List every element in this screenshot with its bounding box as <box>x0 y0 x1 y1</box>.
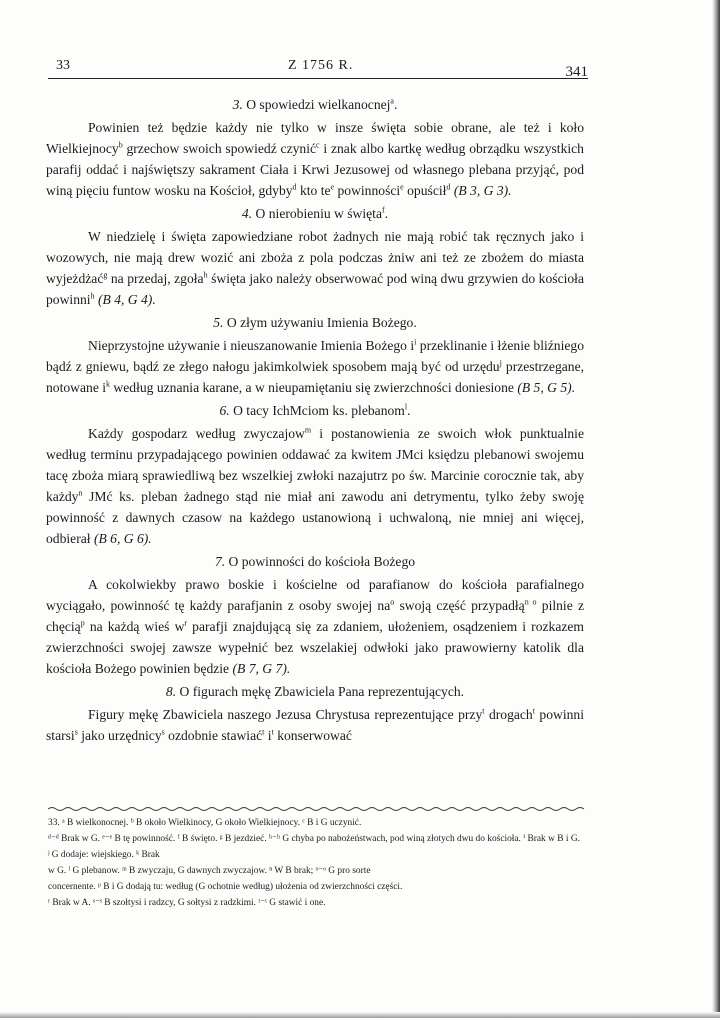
text-run: konserwować <box>273 728 352 743</box>
footnote-marker: e <box>400 182 404 192</box>
section-heading <box>46 312 584 333</box>
text-run: opuścił <box>403 183 447 198</box>
section-title-text: O powinności do kościoła Bożego <box>228 554 416 569</box>
text-run: święta jako należy obserwować pod winą dwu grzywien do kościoła powinni <box>46 271 584 307</box>
footnote-marker: d <box>446 182 451 192</box>
section-heading <box>46 203 584 224</box>
running-header <box>48 58 588 80</box>
text-run: Każdy gospodarz według zwyczajow <box>88 426 305 441</box>
section-number: 6. <box>219 403 230 418</box>
footnote-marker: n <box>78 488 83 498</box>
text-run: przeklinanie i łżenie bliźniego bądź z gniewu, bądź ze złego nałogu jakimkolwiek sposobem mają być od urzędu <box>46 338 584 374</box>
section-title-end: . <box>393 97 398 112</box>
footnote-marker: l <box>404 402 408 412</box>
text-run: i <box>264 728 272 743</box>
footnote-line: w G. ˡ G plebanow. ᵐ B zwyczaju, G dawnych zwyczajow. ⁿ W B brak; ᵒ⁻ᵒ G pro sorte <box>48 866 371 876</box>
section-paragraph <box>46 117 584 201</box>
page-bottom-edge <box>0 1012 720 1018</box>
section-title-text: O figurach mękę Zbawiciela Pana reprezentujących. <box>179 684 465 699</box>
footnote-marker: c <box>316 140 320 150</box>
section-paragraph <box>46 704 584 746</box>
section-title-text: O spowiedzi wielkanocnej <box>246 97 391 112</box>
footnote-marker: s <box>74 727 78 737</box>
footnote-marker: t <box>262 727 265 737</box>
text-run: grzechow swoich spowiedź czynić <box>122 141 317 156</box>
section-title-end: . <box>407 403 411 418</box>
footnote-marker: f <box>382 205 385 215</box>
section-heading <box>46 400 584 421</box>
section-title-text: O nierobieniu w święta <box>255 206 382 221</box>
text-run: A cokolwiekby prawo boskie i kościelne od parafianow do kościoła parafialnego wyciągało, powinność tę każdy parafjanin z osoby swojej na <box>46 577 584 613</box>
section-paragraph <box>46 226 584 310</box>
text-run: JMć ks. pleban żadnego stąd nie miał ani zawodu ani detrymentu, tylko żeby swoję powinność z dawnych czasow na każdego ustanowioną i uchwaloną, nie mniej ani więcej, odbierał <box>46 489 584 546</box>
footnote-marker: b <box>118 140 123 150</box>
text-run: i postanowienia ze swoich włok punktualnie według terminu przypadającego powinien oddawać za kwitem JMci księdzu plebanowi swojemu tacę zboża miarą sprawiedliwą bez wszelkiej zwłoki nazajutrz po św. Marcinie corocznie tak, aby każdy <box>46 426 584 504</box>
section-title-text: O złym używaniu Imienia Bożego. <box>226 315 417 330</box>
source-citation: (B 6, G 6). <box>93 531 152 546</box>
text-run: drogach <box>484 707 533 722</box>
header-rule <box>48 78 588 79</box>
section-number: 3. <box>232 97 243 112</box>
text-run: według uznania karane, a w nieupamiętaniu się zwierzchności doniesione <box>110 380 518 395</box>
text-run: Nieprzystojne używanie i nieuszanowanie Imienia Bożego i <box>88 338 415 353</box>
text-run: W niedzielę i święta zapowiedziane robot żadnych nie mają robić tak ręcznych jako i wozowych, nie mają drew wozić ani zboża z pola podczas żniw ani też ze zbożem do miasta wyjeżdżać <box>46 229 584 286</box>
source-citation: (B 7, G 7). <box>232 661 291 676</box>
footnote-marker: t <box>482 706 485 716</box>
footnote-marker: o <box>390 597 395 607</box>
footnote-separator <box>48 805 586 813</box>
footnote-line: concernente. ᵖ B i G dodają tu: według (G ochotnie według) ułożenia od zwierzchności części. <box>48 882 403 892</box>
text-run: parafji znajdującą się za zdaniem, ułożeniem, osądzeniem i rozkazem zwierzchności swojej zawsze wypełnić bez wszelakiej odwłoki jako prawowierny katolik dla kościoła Bożego powinien będzie <box>46 619 584 676</box>
text-run: i znak albo kartkę według obrządku wszystkich parafij oddać i najświętszy sakrament Ciała i Krwi Jezusowej od własnego plebana przyjąć, pod winą pięciu funtow wosku na Kościoł, gdyby <box>46 141 584 198</box>
footnote-marker: t <box>532 706 535 716</box>
section-paragraph <box>46 574 584 679</box>
section-heading <box>46 551 584 572</box>
source-citation: (B 4, G 4). <box>97 292 156 307</box>
footnote-line: 33. ᵃ B wielkonocnej. ᵇ B około Wielkinocy, G około Wielkiejnocy. ᶜ B i G uczynić. <box>48 818 362 828</box>
text-run: na każdą wieś w <box>84 619 185 634</box>
section-number: 4. <box>241 206 253 221</box>
text-run: przestrzegane, notowane i <box>46 359 585 395</box>
footnote-marker: h <box>203 270 208 280</box>
section-paragraph <box>46 335 584 398</box>
text-run: kto te <box>296 183 331 198</box>
footnote-marker: p <box>80 618 85 628</box>
text-run: ozdobnie stawiać <box>164 728 263 743</box>
footnote-marker: r <box>184 618 188 628</box>
section-number: 5. <box>213 315 224 330</box>
footnote-marker: h <box>90 291 95 301</box>
page-edge-shadow <box>712 0 720 1018</box>
text-run: jako urzędnicy <box>77 728 162 743</box>
text-run: Figury mękę Zbawiciela naszego Jezusa Chrystusa reprezentujące przy <box>88 707 483 722</box>
footnote-marker: s <box>161 727 165 737</box>
footnote-marker: g <box>103 270 108 280</box>
footnote-marker: t <box>271 727 274 737</box>
footnote-marker: k <box>106 379 111 389</box>
document-body <box>46 92 584 746</box>
section-title-text: O tacy IchMciom ks. plebanom <box>233 403 405 418</box>
footnote-line: ʳ Brak w A. ˢ⁻ˢ B szołtysi i radzcy, G sołtysi z radzkimi. ᵗ⁻ᵗ G stawić i one. <box>48 898 326 908</box>
text-run: powinni starsi <box>46 707 584 743</box>
footnote-marker: d <box>292 182 297 192</box>
text-run: swoją część przypadłą <box>394 598 525 613</box>
footnote-marker: e <box>330 182 335 192</box>
text-run: na przedaj, zgoła <box>107 271 204 286</box>
section-number: 7. <box>214 554 226 569</box>
source-citation: (B 5, G 5). <box>517 380 576 395</box>
footnote-marker: a <box>390 96 394 106</box>
source-citation: (B 3, G 3). <box>453 183 512 198</box>
section-heading <box>46 681 584 702</box>
page-number: 341 <box>565 64 588 80</box>
footnotes <box>48 815 580 911</box>
section-paragraph <box>46 423 584 549</box>
footnote-marker: n o <box>524 597 537 607</box>
footnote-marker: m <box>304 425 312 435</box>
footnote-line: ᵈ⁻ᵈ Brak w G. ᵉ⁻ᵉ B tę powinność. ᶠ B święto. ᵍ B jezdzieć. ʰ⁻ʰ G chyba po nabożeństwach, pod winą złotych dwu do kościoła. ⁱ Brak w B i G. ʲ G dodaje: wiejskiego. ᵏ Brak <box>48 834 580 860</box>
header-year: Z 1756 R. <box>288 58 354 73</box>
header-left-number: 33 <box>56 58 70 73</box>
footnote-marker: j <box>499 358 502 368</box>
section-title-end: . <box>384 206 389 221</box>
section-number: 8. <box>165 684 177 699</box>
section-heading <box>46 94 584 115</box>
text-run: Powinien też będzie każdy nie tylko w insze święta sobie obrane, ale też i koło Wielkiejnocy <box>46 120 584 156</box>
text-run: pilnie z chęcią <box>46 598 584 634</box>
text-run: powinności <box>334 183 401 198</box>
footnote-marker: i <box>414 337 417 347</box>
